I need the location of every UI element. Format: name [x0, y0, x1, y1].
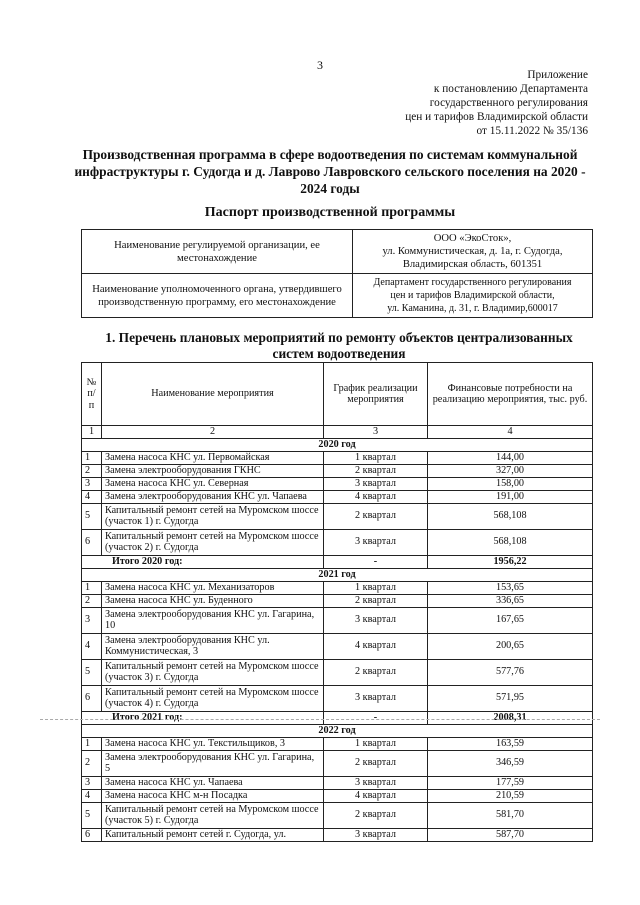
row-number: 1 — [82, 737, 102, 750]
table-row — [82, 464, 593, 477]
index-row — [82, 426, 593, 439]
row-schedule: 4 квартал — [324, 633, 428, 659]
row-cost: 158,00 — [428, 477, 593, 490]
row-name: Замена электрооборудования КНС ул. Гагарина, 5 — [102, 750, 324, 776]
total-cost: 2008,31 — [428, 711, 593, 724]
table-row — [82, 490, 593, 503]
passport-table — [81, 229, 593, 318]
passport-value-line: ООО «ЭкоСток», — [433, 233, 512, 244]
row-schedule: 2 квартал — [324, 750, 428, 776]
row-number: 2 — [82, 750, 102, 776]
passport-value-line: ул. Каманина, д. 31, г. Владимир,600017 — [387, 303, 558, 314]
row-cost: 568,108 — [428, 529, 593, 555]
approval-block — [405, 68, 588, 138]
index-cell: 1 — [82, 426, 102, 439]
row-name: Замена электрооборудования КНС ул. Гагарина, 10 — [102, 607, 324, 633]
table-row — [82, 659, 593, 685]
index-cell: 2 — [102, 426, 324, 439]
row-cost: 327,00 — [428, 464, 593, 477]
row-number: 3 — [82, 776, 102, 789]
row-name: Замена насоса КНС ул. Чапаева — [102, 776, 324, 789]
table-row — [82, 477, 593, 490]
row-schedule: 4 квартал — [324, 490, 428, 503]
row-name: Замена электрооборудования КНС ул. Чапаева — [102, 490, 324, 503]
row-schedule: 3 квартал — [324, 776, 428, 789]
total-row — [82, 711, 593, 724]
row-schedule: 1 квартал — [324, 581, 428, 594]
table-row — [82, 594, 593, 607]
row-schedule: 3 квартал — [324, 477, 428, 490]
row-name: Замена электрооборудования КНС ул. Коммунистическая, 3 — [102, 633, 324, 659]
row-schedule: 3 квартал — [324, 685, 428, 711]
row-number: 3 — [82, 477, 102, 490]
row-number: 6 — [82, 828, 102, 841]
row-name: Замена насоса КНС м-н Посадка — [102, 789, 324, 802]
row-cost: 191,00 — [428, 490, 593, 503]
year-label: 2022 год — [82, 724, 593, 737]
plan-table — [81, 362, 593, 842]
row-number: 6 — [82, 529, 102, 555]
row-name: Капитальный ремонт сетей на Муромском шоссе (участок 3) г. Судогда — [102, 659, 324, 685]
approval-line: к постановлению Департамента — [433, 83, 588, 95]
table-row — [82, 581, 593, 594]
row-name: Замена электрооборудования ГКНС — [102, 464, 324, 477]
total-row — [82, 555, 593, 568]
approval-line: цен и тарифов Владимирской области — [405, 111, 588, 123]
row-cost: 587,70 — [428, 828, 593, 841]
passport-value-line: Владимирская область, 601351 — [402, 259, 543, 270]
row-number: 5 — [82, 503, 102, 529]
row-cost: 577,76 — [428, 659, 593, 685]
row-schedule: 3 квартал — [324, 828, 428, 841]
total-label: Итого 2020 год: — [82, 555, 324, 568]
row-schedule: 2 квартал — [324, 594, 428, 607]
row-number: 2 — [82, 594, 102, 607]
header-cell: Наименование мероприятия — [102, 363, 324, 426]
approval-line: от 15.11.2022 № 35/136 — [476, 125, 588, 137]
row-number: 1 — [82, 581, 102, 594]
passport-value-line: Департамент государственного регулирования — [373, 277, 572, 288]
row-schedule: 2 квартал — [324, 503, 428, 529]
document-title: Производственная программа в сфере водоотведения по системам коммунальной инфраструктуры г. Судогда и д. Лаврово Лавровского сельского поселения на 2020 - 2024 годы — [74, 147, 586, 196]
table-row — [82, 789, 593, 802]
row-schedule: 3 квартал — [324, 529, 428, 555]
year-label: 2020 год — [82, 438, 593, 451]
row-number: 4 — [82, 633, 102, 659]
row-cost: 336,65 — [428, 594, 593, 607]
total-label: Итого 2021 год: — [82, 711, 324, 724]
row-schedule: 2 квартал — [324, 659, 428, 685]
table-header-row — [82, 363, 593, 426]
row-schedule: 2 квартал — [324, 464, 428, 477]
passport-label: Наименование регулируемой организации, ее местонахождение — [82, 230, 353, 274]
passport-row — [82, 230, 593, 274]
row-name: Замена насоса КНС ул. Механизаторов — [102, 581, 324, 594]
table-row — [82, 776, 593, 789]
row-cost: 177,59 — [428, 776, 593, 789]
row-name: Замена насоса КНС ул. Текстильщиков, 3 — [102, 737, 324, 750]
row-number: 5 — [82, 802, 102, 828]
row-name: Капитальный ремонт сетей на Муромском шоссе (участок 5) г. Судогда — [102, 802, 324, 828]
table-row — [82, 685, 593, 711]
row-schedule: 2 квартал — [324, 802, 428, 828]
row-number: 2 — [82, 464, 102, 477]
row-number: 3 — [82, 607, 102, 633]
table-row — [82, 607, 593, 633]
row-number: 6 — [82, 685, 102, 711]
approval-line: Приложение — [527, 69, 588, 81]
scan-artifact-line — [40, 719, 600, 720]
row-cost: 144,00 — [428, 451, 593, 464]
row-cost: 153,65 — [428, 581, 593, 594]
passport-value — [353, 274, 593, 318]
row-schedule: 1 квартал — [324, 737, 428, 750]
year-row — [82, 438, 593, 451]
table-row — [82, 750, 593, 776]
row-cost: 200,65 — [428, 633, 593, 659]
row-schedule: 1 квартал — [324, 451, 428, 464]
year-row — [82, 724, 593, 737]
passport-row — [82, 274, 593, 318]
row-schedule: 4 квартал — [324, 789, 428, 802]
total-schedule: - — [324, 711, 428, 724]
index-cell: 4 — [428, 426, 593, 439]
row-name: Замена насоса КНС ул. Буденного — [102, 594, 324, 607]
page-number: 3 — [317, 58, 323, 72]
table-row — [82, 503, 593, 529]
header-cell: График реализации мероприятия — [324, 363, 428, 426]
row-number: 1 — [82, 451, 102, 464]
row-name: Замена насоса КНС ул. Первомайская — [102, 451, 324, 464]
table-row — [82, 633, 593, 659]
header-cell: № п/п — [82, 363, 102, 426]
table-row — [82, 451, 593, 464]
passport-heading: Паспорт производственной программы — [204, 205, 456, 220]
row-name: Капитальный ремонт сетей г. Судогда, ул. — [102, 828, 324, 841]
row-cost: 167,65 — [428, 607, 593, 633]
passport-value-line: цен и тарифов Владимирской области, — [390, 290, 555, 301]
row-cost: 571,95 — [428, 685, 593, 711]
year-label: 2021 год — [82, 568, 593, 581]
passport-value-line: ул. Коммунистическая, д. 1а, г. Судогда, — [382, 246, 563, 257]
row-name: Капитальный ремонт сетей на Муромском шоссе (участок 4) г. Судогда — [102, 685, 324, 711]
row-cost: 210,59 — [428, 789, 593, 802]
total-cost: 1956,22 — [428, 555, 593, 568]
row-name: Капитальный ремонт сетей на Муромском шоссе (участок 1) г. Судогда — [102, 503, 324, 529]
row-cost: 568,108 — [428, 503, 593, 529]
row-number: 4 — [82, 490, 102, 503]
section-title: 1. Перечень плановых мероприятий по ремонту объектов централизованных систем водоотведения — [105, 330, 573, 361]
table-row — [82, 802, 593, 828]
table-row — [82, 529, 593, 555]
index-cell: 3 — [324, 426, 428, 439]
approval-line: государственного регулирования — [429, 97, 588, 109]
row-number: 4 — [82, 789, 102, 802]
row-cost: 163,59 — [428, 737, 593, 750]
row-name: Замена насоса КНС ул. Северная — [102, 477, 324, 490]
table-row — [82, 737, 593, 750]
row-name: Капитальный ремонт сетей на Муромском шоссе (участок 2) г. Судогда — [102, 529, 324, 555]
row-schedule: 3 квартал — [324, 607, 428, 633]
row-cost: 346,59 — [428, 750, 593, 776]
header-cell: Финансовые потребности на реализацию мероприятия, тыс. руб. — [428, 363, 593, 426]
passport-label: Наименование уполномоченного органа, утвердившего производственную программу, его местонахождение — [82, 274, 353, 318]
passport-value — [353, 230, 593, 274]
row-cost: 581,70 — [428, 802, 593, 828]
total-schedule: - — [324, 555, 428, 568]
year-row — [82, 568, 593, 581]
row-number: 5 — [82, 659, 102, 685]
table-row — [82, 828, 593, 841]
